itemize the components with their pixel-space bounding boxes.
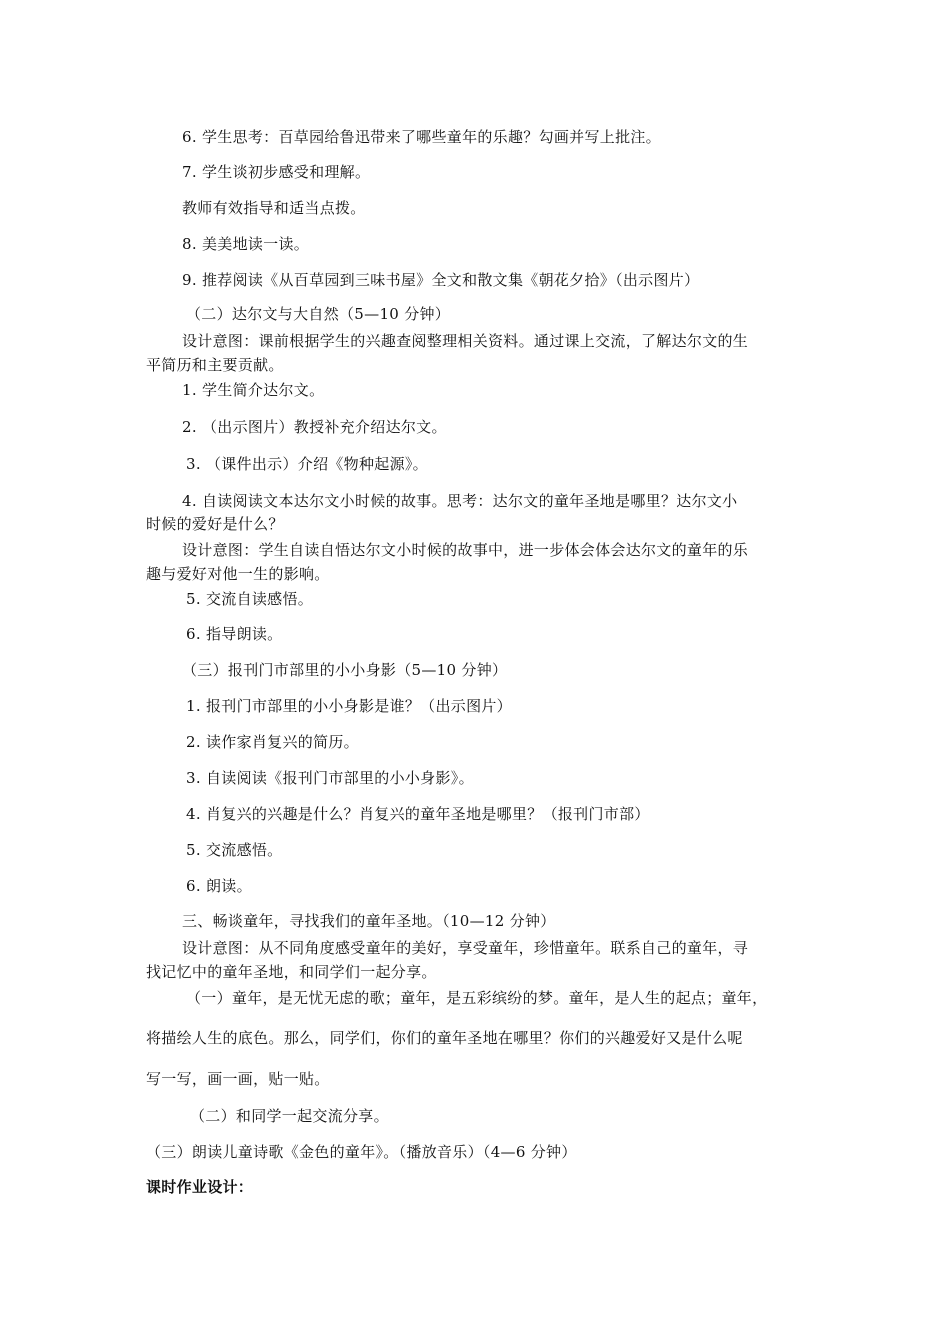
newsstand-step-1: 1. 报刊门市部里的小小身影是谁？（出示图片） xyxy=(186,697,512,715)
share-with-classmates-line: （二）和同学一起交流分享。 xyxy=(190,1107,389,1125)
darwin-design-intent-line-1: 设计意图：课前根据学生的兴趣查阅整理相关资料。通过课上交流，了解达尔文的生 xyxy=(182,332,749,350)
newsstand-step-3: 3. 自读阅读《报刊门市部里的小小身影》。 xyxy=(186,769,474,787)
step-7-line: 7. 学生谈初步感受和理解。 xyxy=(182,163,371,181)
newsstand-step-6: 6. 朗读。 xyxy=(186,877,252,895)
section-newsstand-heading: （三）报刊门市部里的小小身影（5—10 分钟） xyxy=(182,661,508,679)
part-three-heading: 三、畅谈童年，寻找我们的童年圣地。（10—12 分钟） xyxy=(182,912,556,930)
teacher-guidance-line: 教师有效指导和适当点拨。 xyxy=(182,199,366,217)
step-6-line: 6. 学生思考：百草园给鲁迅带来了哪些童年的乐趣？勾画并写上批注。 xyxy=(182,128,661,146)
darwin-design-intent-2-line-1: 设计意图：学生自读自悟达尔文小时候的故事中，进一步体会体会达尔文的童年的乐 xyxy=(182,541,749,559)
childhood-paragraph-line-1: （一）童年，是无忧无虑的歌；童年，是五彩缤纷的梦。童年，是人生的起点；童年， xyxy=(186,989,768,1007)
darwin-step-6: 6. 指导朗读。 xyxy=(186,625,283,643)
darwin-step-4-line-1: 4. 自读阅读文本达尔文小时候的故事。思考：达尔文的童年圣地是哪里？达尔文小 xyxy=(182,492,738,510)
darwin-step-3: 3. （课件出示）介绍《物种起源》。 xyxy=(186,455,428,473)
step-8-line: 8. 美美地读一读。 xyxy=(182,235,310,253)
part-three-design-intent-line-1: 设计意图：从不同角度感受童年的美好，享受童年，珍惜童年。联系自己的童年，寻 xyxy=(182,939,749,957)
childhood-paragraph-line-2: 将描绘人生的底色。那么，同学们，你们的童年圣地在哪里？你们的兴趣爱好又是什么呢 xyxy=(146,1029,743,1047)
part-three-design-intent-line-2: 找记忆中的童年圣地，和同学们一起分享。 xyxy=(146,963,437,981)
darwin-step-5: 5. 交流自读感悟。 xyxy=(186,590,314,608)
darwin-step-1: 1. 学生简介达尔文。 xyxy=(182,381,325,399)
darwin-design-intent-2-line-2: 趣与爱好对他一生的影响。 xyxy=(146,565,330,583)
newsstand-step-2: 2. 读作家肖复兴的简历。 xyxy=(186,733,359,751)
step-9-line: 9. 推荐阅读《从百草园到三味书屋》全文和散文集《朝花夕拾》（出示图片） xyxy=(182,271,700,289)
childhood-paragraph-line-3: 写一写，画一画，贴一贴。 xyxy=(146,1070,330,1088)
newsstand-step-4: 4. 肖复兴的兴趣是什么？肖复兴的童年圣地是哪里？（报刊门市部） xyxy=(186,805,650,823)
darwin-step-4-line-2: 时候的爱好是什么？ xyxy=(146,515,284,533)
section-darwin-heading: （二）达尔文与大自然（5—10 分钟） xyxy=(186,305,451,323)
darwin-design-intent-line-2: 平简历和主要贡献。 xyxy=(146,356,284,374)
newsstand-step-5: 5. 交流感悟。 xyxy=(186,841,283,859)
homework-design-heading: 课时作业设计： xyxy=(146,1178,254,1196)
read-poem-line: （三）朗读儿童诗歌《金色的童年》。（播放音乐）（4—6 分钟） xyxy=(146,1143,577,1161)
darwin-step-2: 2. （出示图片）教授补充介绍达尔文。 xyxy=(182,418,447,436)
